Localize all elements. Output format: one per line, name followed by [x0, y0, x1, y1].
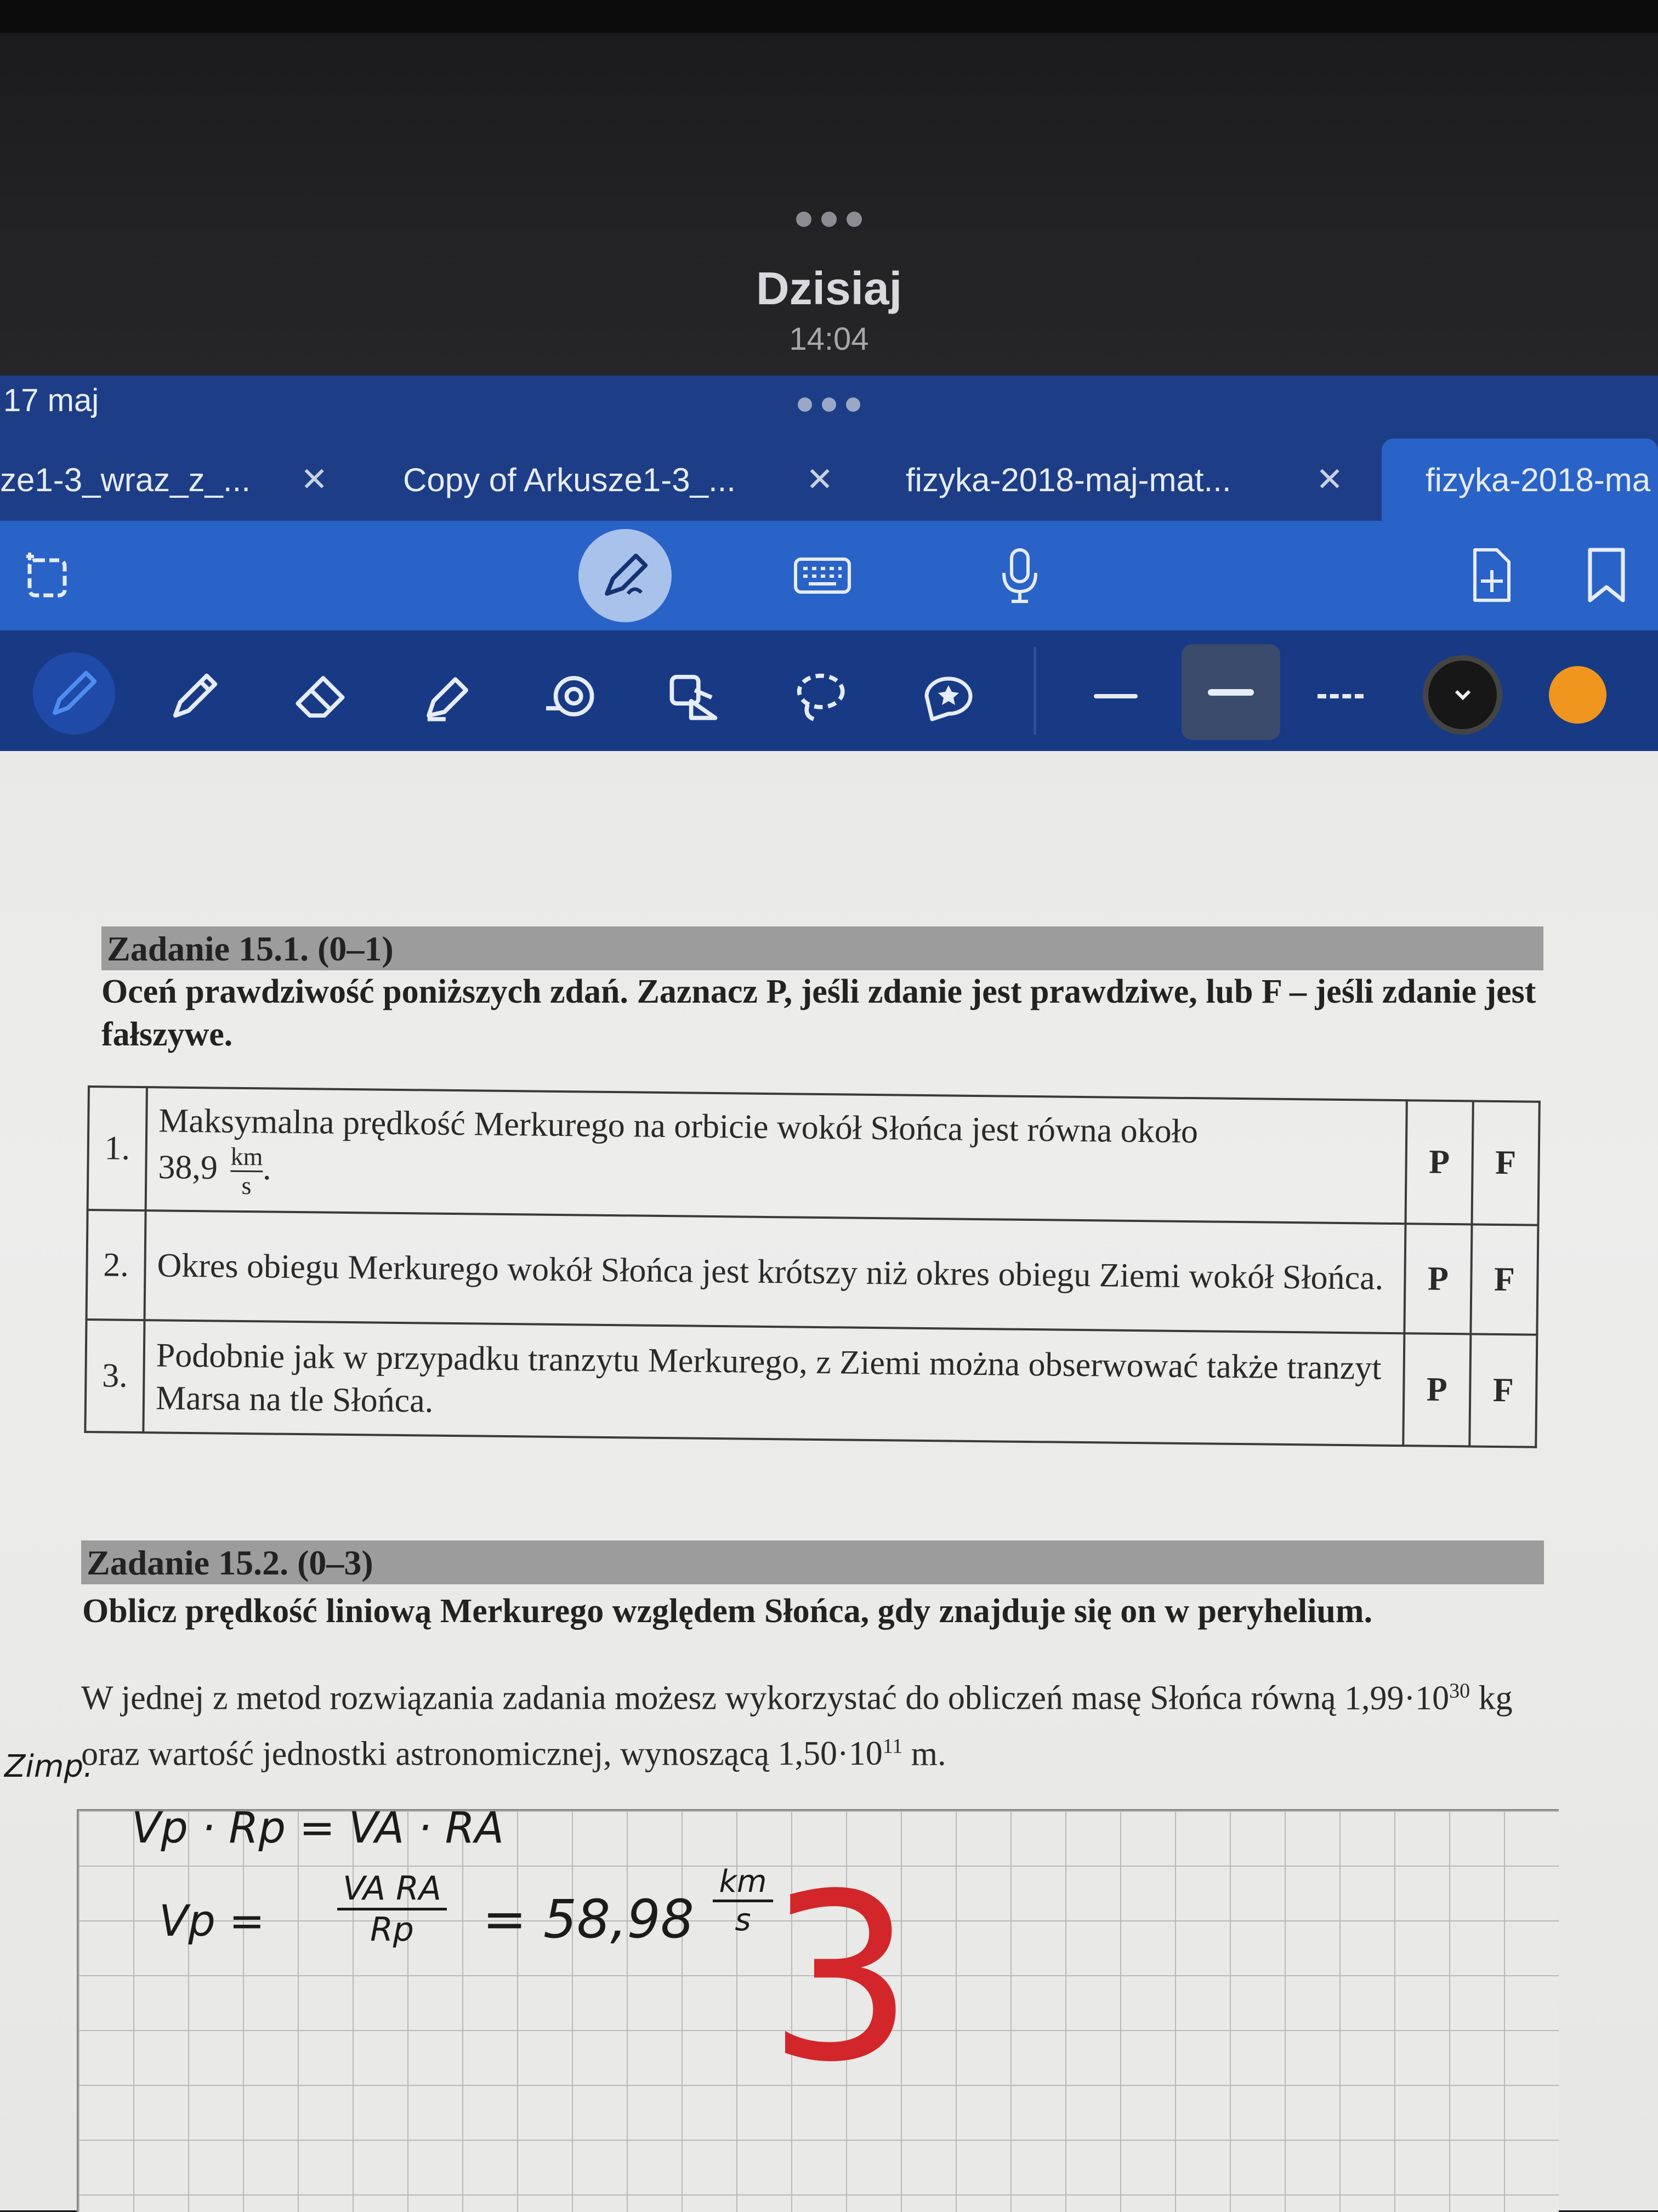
notification-title: Dzisiaj: [756, 263, 902, 314]
option-p[interactable]: P: [1404, 1224, 1472, 1334]
handwritten-result: = 58,98: [482, 1889, 694, 1950]
option-f[interactable]: F: [1472, 1101, 1539, 1225]
drawing-toolbar: [0, 630, 1658, 751]
microphone-icon[interactable]: [987, 543, 1053, 609]
task-2-title: Zadanie 15.2. (0–3): [87, 1543, 373, 1582]
tab-bar: [0, 439, 1658, 521]
color-picker-chevron-down-icon[interactable]: [1423, 655, 1502, 735]
table-row: [88, 1087, 1540, 1225]
close-icon[interactable]: ✕: [300, 461, 328, 498]
handwritten-equation-1: Vp · Rp = VA · RA: [132, 1804, 504, 1853]
main-toolbar: [0, 521, 1658, 630]
date-row: [0, 376, 1658, 436]
toolbar-divider: [1034, 647, 1036, 735]
statement-text: Podobnie jak w przypadku tranzytu Merkurego, z Ziemi można obserwować także tranzyt Marsa na tle Słońca.: [143, 1320, 1404, 1446]
statement-text: Okres obiegu Merkurego wokół Słońca jest krótszy niż okres obiegu Ziemi wokół Słońca.: [145, 1210, 1406, 1333]
handwritten-score: 3: [768, 1845, 915, 2113]
tab-label: Copy of Arkusze1-3_...: [403, 461, 736, 498]
window-handle[interactable]: [795, 397, 863, 414]
option-f[interactable]: F: [1469, 1334, 1537, 1447]
option-f[interactable]: F: [1470, 1224, 1538, 1334]
tab-label: fizyka-2018-ma: [1426, 461, 1651, 498]
lasso-tool-icon[interactable]: [784, 661, 855, 732]
add-page-icon[interactable]: [1458, 543, 1524, 609]
table-row: [87, 1210, 1538, 1335]
tab-label: ze1-3_wraz_z_...: [0, 461, 251, 498]
handwritten-fraction: VA RA Rp: [337, 1869, 447, 1949]
task-1-instruction: Oceń prawdziwość poniższych zdań. Zaznacz P, jeśli zdanie jest prawdziwe, lub F – jeśli zdanie jest fałszywe.: [101, 973, 1536, 1053]
task-1-title: Zadanie 15.1. (0–1): [107, 929, 394, 968]
pencil-tool-icon[interactable]: [159, 661, 230, 732]
notification-handle[interactable]: [795, 211, 863, 228]
option-p[interactable]: P: [1405, 1100, 1473, 1224]
task-2-instruction: Oblicz prędkość liniową Merkurego względem Słońca, gdy znajduje się on w peryhelium.: [82, 1593, 1373, 1630]
true-false-table: [84, 1085, 1540, 1448]
dashed-line-icon[interactable]: [1308, 669, 1373, 724]
row-number: 2.: [87, 1210, 146, 1320]
sun-mass: $1,99\cdot 10^{30}$: [1344, 1679, 1470, 1717]
handwritten-lhs: Vp =: [159, 1897, 265, 1946]
statement-text: Maksymalna prędkość Merkurego na orbicie wokół Słońca jest równa około 38,9 $\frac{km}{s}$ .: [146, 1087, 1407, 1224]
thin-line-icon[interactable]: [1083, 669, 1149, 724]
astronomical-unit: $1,50\cdot 10^{11}$: [777, 1735, 903, 1773]
bookmark-icon[interactable]: [1574, 543, 1639, 609]
screen-bezel: [0, 0, 1658, 33]
close-icon[interactable]: ✕: [806, 461, 834, 498]
table-row: [85, 1320, 1537, 1447]
handwritten-unit: km s: [713, 1864, 773, 1938]
date-label: 17 maj: [3, 383, 99, 418]
option-p[interactable]: P: [1403, 1333, 1470, 1446]
row-number: 3.: [85, 1320, 144, 1432]
task-1-header: [101, 926, 1543, 970]
tab-4-active[interactable]: [1382, 439, 1658, 521]
speed-value: 38,9: [158, 1148, 218, 1187]
sticker-tool-icon[interactable]: [910, 661, 987, 732]
image-tool-icon[interactable]: [658, 661, 729, 732]
medium-line-icon[interactable]: [1182, 644, 1280, 740]
row-number: 1.: [88, 1087, 147, 1210]
eraser-tool-icon[interactable]: [285, 661, 356, 732]
tab-1[interactable]: [0, 439, 351, 521]
pen-mode-button[interactable]: [578, 529, 672, 622]
highlighter-tool-icon[interactable]: [411, 661, 482, 732]
keyboard-icon[interactable]: [790, 543, 855, 609]
shapes-tool-icon[interactable]: [535, 661, 606, 732]
tab-3[interactable]: [906, 439, 1361, 521]
select-tool-icon[interactable]: [16, 543, 82, 609]
handwritten-side-note: Zimp.: [4, 1749, 93, 1784]
close-icon[interactable]: ✕: [1316, 461, 1344, 498]
tab-label: fizyka-2018-maj-mat...: [906, 461, 1231, 498]
notification-time: 14:04: [789, 321, 869, 357]
unit-fraction: $\frac{km}{s}$: [230, 1142, 263, 1200]
pen-tool-icon[interactable]: [33, 652, 115, 735]
tab-2[interactable]: [403, 439, 858, 521]
orange-color-swatch[interactable]: [1549, 666, 1606, 724]
task-2-header: [81, 1540, 1544, 1584]
task-2-body: W jednej z metod rozwiązania zadania możesz wykorzystać do obliczeń masę Słońca równą $1,99\cdot 10^{30}$ kg oraz wartość jednostki astronomicznej, wynoszącą $1,50\cdot 10^{11}$ m.: [81, 1679, 1513, 1773]
